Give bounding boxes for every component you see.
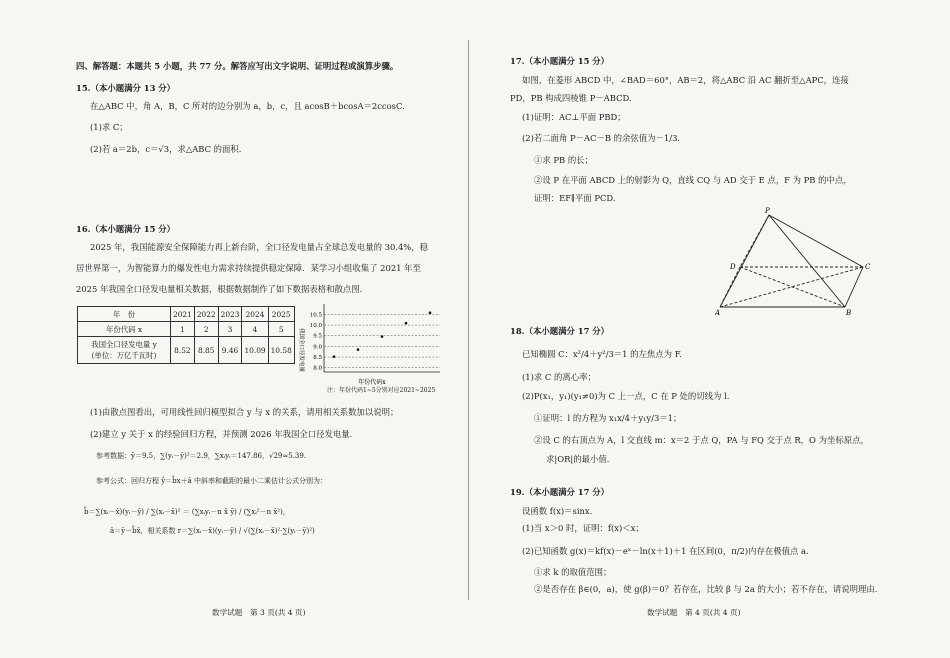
scatter-point xyxy=(381,335,384,338)
scatter-point xyxy=(357,348,360,351)
q17-part2: (2)若二面角 P－AC－B 的余弦值为－1/3. xyxy=(522,133,681,143)
table-cell: 5 xyxy=(268,322,294,337)
q18-part2: (2)P(x₁，y₁)(y₁≠0)为 C 上一点，C 在 P 处的切线为 l. xyxy=(522,391,730,401)
q15-stem: 在△ABC 中，角 A，B，C 所对的边分别为 a，b，c，且 acosB＋bcosA＝2ccosC. xyxy=(90,101,405,111)
q18-title: 18.（本小题满分 17 分） xyxy=(510,326,610,336)
scatter-plot xyxy=(290,300,450,390)
q16-part2: (2)建立 y 关于 x 的经验回归方程，并预测 2026 年我国全口径发电量. xyxy=(90,429,353,439)
scatter-y-tick-label: 8.5 xyxy=(313,355,322,362)
q17-stem-2: PD，PB 构成四棱锥 P－ABCD. xyxy=(510,93,632,103)
table-cell: 2021 xyxy=(171,307,195,322)
scatter-y-tick-label: 10.0 xyxy=(309,323,322,330)
table-cell: 8.85 xyxy=(194,337,218,364)
table-cell: 2022 xyxy=(194,307,218,322)
q15-part2: (2)若 a＝2b，c＝√3，求△ABC 的面积. xyxy=(90,144,242,154)
q18-part2-ii-line1: ②设 C 的右顶点为 A，l 交直线 m：x＝2 于点 Q，PA 与 FQ 交于点 R，O 为坐标原点， xyxy=(534,435,869,445)
q19-part2-ii: ②是否存在 β∈(0，a)，使 g(β)＝0？若存在，比较 β 与 2a 的大小；若不存在，请说明理由. xyxy=(534,584,878,594)
vertex-label-c: C xyxy=(865,263,871,271)
q16-stem-3: 2025 年我国全口径发电量相关数据，根据数据制作了如下数据表格和散点图. xyxy=(76,284,363,294)
q17-part2-i: ①求 PB 的长； xyxy=(534,155,593,165)
scatter-y-tick-label: 9.5 xyxy=(313,333,322,340)
q19-part2: (2)已知函数 g(x)＝kf(x)－eˣ－ln(x＋1)＋1 在区间(0，π/2)内存在极值点 a. xyxy=(522,546,809,556)
formula-intercept: â＝ȳ－b̂x̄，相关系数 r＝∑(xᵢ－x̄)(yᵢ－ȳ) / √(∑(xᵢ－x̄)²·∑(yᵢ－ȳ)²) xyxy=(110,527,315,535)
table-cell: 3 xyxy=(218,322,242,337)
table-cell: 1 xyxy=(171,322,195,337)
footer-page-4: 数学试题 第 4 页(共 4 页) xyxy=(647,608,741,617)
scatter-point xyxy=(405,322,408,325)
q17-part2-ii-line1: ②设 P 在平面 ABCD 上的射影为 Q，直线 CQ 与 AD 交于 E 点，F 为 PB 的中点， xyxy=(534,175,852,185)
table-cell: 2 xyxy=(194,322,218,337)
q16-part1: (1)由散点图看出，可用线性回归模型拟合 y 与 x 的关系，请用相关系数加以说明； xyxy=(90,407,399,417)
q19-part1: (1)当 x＞0 时，证明：f(x)＜x； xyxy=(522,523,644,533)
footer-page-3: 数学试题 第 3 页(共 4 页) xyxy=(212,608,306,617)
formula-slope: b̂＝∑(xᵢ－x̄)(yᵢ－ȳ) / ∑(xᵢ－x̄)² ＝ (∑xᵢyᵢ－n x̄ ȳ) / (∑xᵢ²－n x̄²)， xyxy=(84,508,290,516)
q17-part2-ii-line2: 证明：EF∥平面 PCD. xyxy=(534,193,616,203)
table-cell: 4 xyxy=(242,322,268,337)
vertex-label-d: D xyxy=(730,263,736,271)
page-divider xyxy=(468,40,469,600)
vertex-label-p: P xyxy=(765,207,770,215)
scatter-ylabel: 我国全口径发电量 xyxy=(298,327,304,373)
table-header-value-line1: 我国全口径发电量 y xyxy=(91,340,157,349)
q18-part2-ii-line2: 求|OR|的最小值. xyxy=(546,454,610,464)
q18-stem: 已知椭圆 C：x²/4＋y²/3＝1 的左焦点为 F. xyxy=(522,349,682,359)
table-header-value-line2: (单位：万亿千瓦时) xyxy=(91,351,157,360)
table-cell: 2024 xyxy=(242,307,268,322)
table-cell: 8.52 xyxy=(171,337,195,364)
scatter-xlabel: 年份代码x xyxy=(358,379,386,386)
table-cell: 10.58 xyxy=(268,337,294,364)
q17-part1: (1)证明：AC⊥平面 PBD； xyxy=(522,112,626,122)
table-header-year: 年 份 xyxy=(78,307,171,322)
section-header: 四、解答题：本题共 5 小题，共 77 分。解答应写出文字说明、证明过程或演算步骤。 xyxy=(76,61,399,71)
scatter-point xyxy=(333,355,336,358)
table-cell: 2025 xyxy=(268,307,294,322)
pyramid-figure xyxy=(715,205,875,320)
table-cell: 10.09 xyxy=(242,337,268,364)
q16-reference-data: 参考数据：ȳ＝9.5，∑(yᵢ－ȳ)²＝2.9，∑xᵢyᵢ＝147.86，√29≈5.39. xyxy=(96,452,307,460)
q18-part2-i: ①证明：l 的方程为 x₁x/4＋y₁y/3＝1； xyxy=(534,413,682,423)
scatter-y-tick-label: 10.5 xyxy=(309,312,322,319)
vertex-label-a: A xyxy=(715,309,721,317)
q15-title: 15.（本小题满分 13 分） xyxy=(76,83,176,93)
power-data-table xyxy=(77,306,295,364)
scatter-y-tick-label: 9.0 xyxy=(313,344,322,351)
table-cell: 9.46 xyxy=(218,337,242,364)
q19-part2-i: ①求 k 的取值范围； xyxy=(534,567,612,577)
table-header-code: 年份代码 x xyxy=(78,322,171,337)
scatter-note: 注：年份代码1~5分别对应2021~2025 xyxy=(327,387,436,394)
q19-stem: 设函数 f(x)＝sinx. xyxy=(522,506,593,516)
q16-stem-2: 居世界第一，为智能算力的爆发性电力需求持续提供稳定保障．某学习小组收集了 2021 年至 xyxy=(76,263,421,273)
scatter-y-tick-label: 8.0 xyxy=(313,365,322,372)
q17-stem-1: 如图，在菱形 ABCD 中，∠BAD＝60°，AB＝2，将△ABC 沿 AC 翻折至△APC，连接 xyxy=(522,75,849,85)
table-header-value xyxy=(78,337,171,364)
q16-stem-1: 2025 年，我国能源安全保障能力再上新台阶，全口径发电量占全球总发电量的 30.4%，稳 xyxy=(90,242,428,252)
q15-part1: (1)求 C； xyxy=(90,122,128,132)
q18-part1: (1)求 C 的离心率； xyxy=(522,372,596,382)
q17-title: 17.（本小题满分 15 分） xyxy=(510,56,610,66)
q16-title: 16.（本小题满分 15 分） xyxy=(76,224,176,234)
scatter-point xyxy=(429,311,432,314)
q16-reference-formula: 参考公式：回归方程 ŷ＝b̂x＋â 中斜率和截距的最小二乘估计公式分别为： xyxy=(96,477,328,485)
vertex-label-b: B xyxy=(846,309,852,317)
table-cell: 2023 xyxy=(218,307,242,322)
q19-title: 19.（本小题满分 17 分） xyxy=(510,487,610,497)
page-4 xyxy=(490,0,880,658)
